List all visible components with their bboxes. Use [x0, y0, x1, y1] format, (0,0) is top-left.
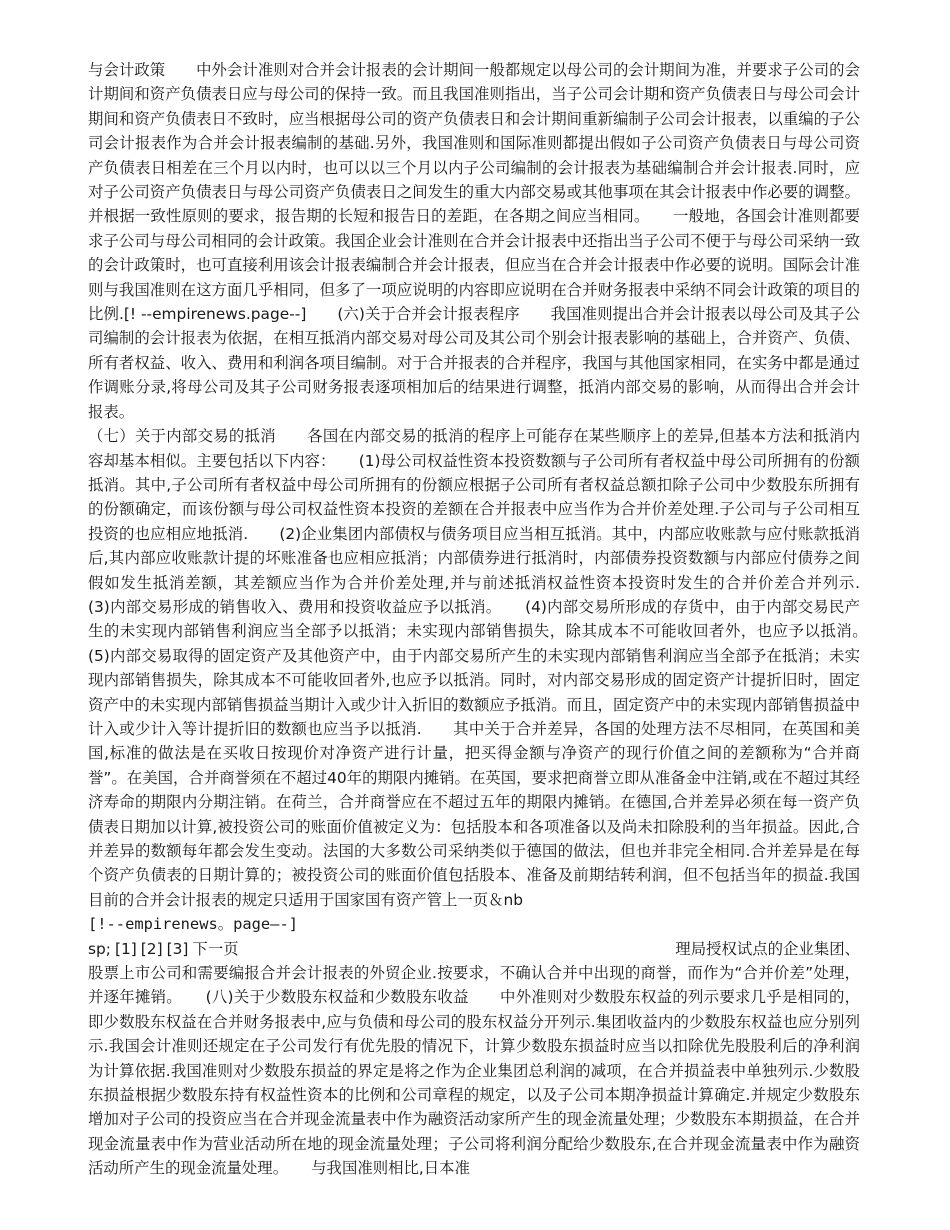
paragraph-internal-transactions: （七）关于内部交易的抵消 各国在内部交易的抵消的程序上可能存在某些顺序上的差异,但基本方法和抵消内容却基本相似。主要包括以下内容： (1)母公司权益性资本投资数额与子公司所有者权益中母公司所拥有的份额抵消。其中,子公司所有者权益中母公司所拥有的份额应根据子公司所有者权益总额扣除子公司中少数股东所拥有的份额确定，而该份额与母公司权益性资本投资的差额在合并报表中应当作为合并价差处理.子公司与子公司相互投资的也应相应地抵消. (2)企业集团内部债权与债务项目应当相互抵消。其中，内部应收账款与应付账款抵消后,其内部应收账款计提的坏账准备也应相应抵消；内部债券进行抵消时，内部债券投资数额与内部应付债券之间假如发生抵消差额，其差额应当作为合并价差处理,并与前述抵消权益性资本投资时发生的合并价差合并列示. (3)内部交易形成的销售收入、费用和投资收益应予以抵消。 (4)内部交易所形成的存货中，由于内部交易民产生的未实现内部销售利润应当全部予以抵消；未实现内部销售损失，除其成本不可能收回者外，也应予以抵消。 (5)内部交易取得的固定资产及其他资产中，由于内部交易所产生的未实现内部销售利润应当全部予在抵消；未实现内部销售损失，除其成本不可能收回者外,也应予以抵消。同时，对内部交易形成的固定资产计提折旧时，固定资产中的未实现内部销售损益当期计入或少计入折旧的数额应予抵消。而且，固定资产中的未实现内部销售损益中计入或少计入等计提折旧的数额也应当予以抵消. 其中关于合并差异，各国的处理方法不尽相同，在英国和美国,标准的做法是在买收日按现价对净资产进行计量，把买得金额与净资产的现行价值之间的差额称为“合并商誉”。在美国，合并商誉须在不超过40年的期限内摊销。在英国，要求把商誉立即从准备金中注销,或在不超过其经济寿命的期限内分期注销。在荷兰，合并商誉应在不超过五年的期限内摊销。在德国,合并差异必须在每一资产负债表日期加以计算,被投资公司的账面价值被定义为：包括股本和各项准备以及尚未扣除股利的当年损益。因此,合并差异的数额每年都会发生变动。法国的大多数公司采纳类似于德国的做法，但也并非完全相同.合并差异是在每个资产负债表的日期计算的；被投资公司的账面价值包括股本、准备及前期结转利润，但不包括当年的损益.我国目前的合并会计报表的规定只适用于国家国有资产管上一页＆nb [88, 427, 891, 909]
paragraph-consolidation-period: 与会计政策 中外会计准则对合并会计报表的会计期间一般都规定以母公司的会计期间为准，并要求子公司的会计期间和资产负债表日应与母公司的保持一致。而且我国准则指出，当子公司会计期和资产负债表日与母公司会计期间和资产负债表日不致时，应当根据母公司的资产负债表日和会计期间重新编制子公司会计报表，以重编的子公司会计报表作为合并会计报表编制的基础.另外，我国准则和国际准则都提出假如子公司资产负债表日与母公司资产负债表日相差在三个月以内时，也可以以三个月以内子公司编制的会计报表为基础编制合并会计报表.同时，应对子公司资产负债表日与母公司资产负债表日之间发生的重大内部交易或其他事项在其会计报表中作必要的调整。并根据一致性原则的要求，报告期的长短和报告日的差距，在各期之间应当相同。 一般地，各国会计准则都要求子公司与母公司相同的会计政策。我国企业会计准则在合并会计报表中还指出当子公司不便于与母公司采纳一致的会计政策时，也可直接利用该会计报表编制合并会计报表，但应当在合并会计报表中作必要的说明。国际会计准则与我国准则在这方面几乎相同，但多了一项应说明的内容即应说明在合并财务报表中采纳不同会计政策的项目的比例.[! --empirenews.page--] (六)关于合并会计报表程序 我国准则提出合并会计报表以母公司及其子公司编制的会计报表为依据，在相互抵消内部交易对母公司及其公司个别会计报表影响的基础上，合并资产、负债、所有者权益、收入、费用和利润各项目编制。对于合并报表的合并程序，我国与其他国家相同，在实务中都是通过作调账分录,将母公司及其子公司财务报表逐项相加后的结果进行调整，抵消内部交易的影响，从而得出合并会计报表。 [88, 61, 860, 421]
pagination-prefix: sp; [88, 939, 111, 958]
next-page-link[interactable]: 下一页 [192, 939, 239, 958]
pagination [88, 937, 239, 961]
page-link-1[interactable]: [1] [114, 939, 137, 958]
document-page [88, 58, 891, 1181]
pagination-tail-text: 理局授权试点的企业集团、 [675, 939, 860, 958]
page-link-2[interactable]: [2] [140, 939, 163, 958]
page-marker: [!--empirenews。page—-] [88, 915, 298, 934]
pagination-line [88, 937, 860, 961]
paragraph-minority-interest: 股票上市公司和需要编报合并会计报表的外贸企业.按要求，不确认合并中出现的商誉，而作为“合并价差”处理，并逐年摊销。 (八)关于少数股东权益和少数股东收益 中外准则对少数股东权益的列示要求几乎是相同的，即少数股东权益在合并财务报表中,应与负债和母公司的股东权益分开列示.集团收益内的少数股东权益也应分别列示.我国会计准则还规定在子公司发行有优先股的情况下，计算少数股东损益时应当以扣除优先股股利后的净利润为计算依据.我国准则对少数股东损益的界定是将之作为企业集团总利润的减项，在合并损益表中单独列示.少数股东损益根据少数股东持有权益性资本的比例和公司章程的规定，以及子公司本期净损益计算确定.并规定少数股东增加对子公司的投资应当在合并现金流量表中作为融资活动家所产生的现金流量处理；少数股东本期损益，在合并现金流量表中作为营业活动所在地的现金流量处理；子公司将利润分配给少数股东,在合并现金流量表中作为融资活动所产生的现金流量处理。 与我国准则相比,日本准 [88, 964, 860, 1178]
page-link-3[interactable]: [3] [166, 939, 189, 958]
